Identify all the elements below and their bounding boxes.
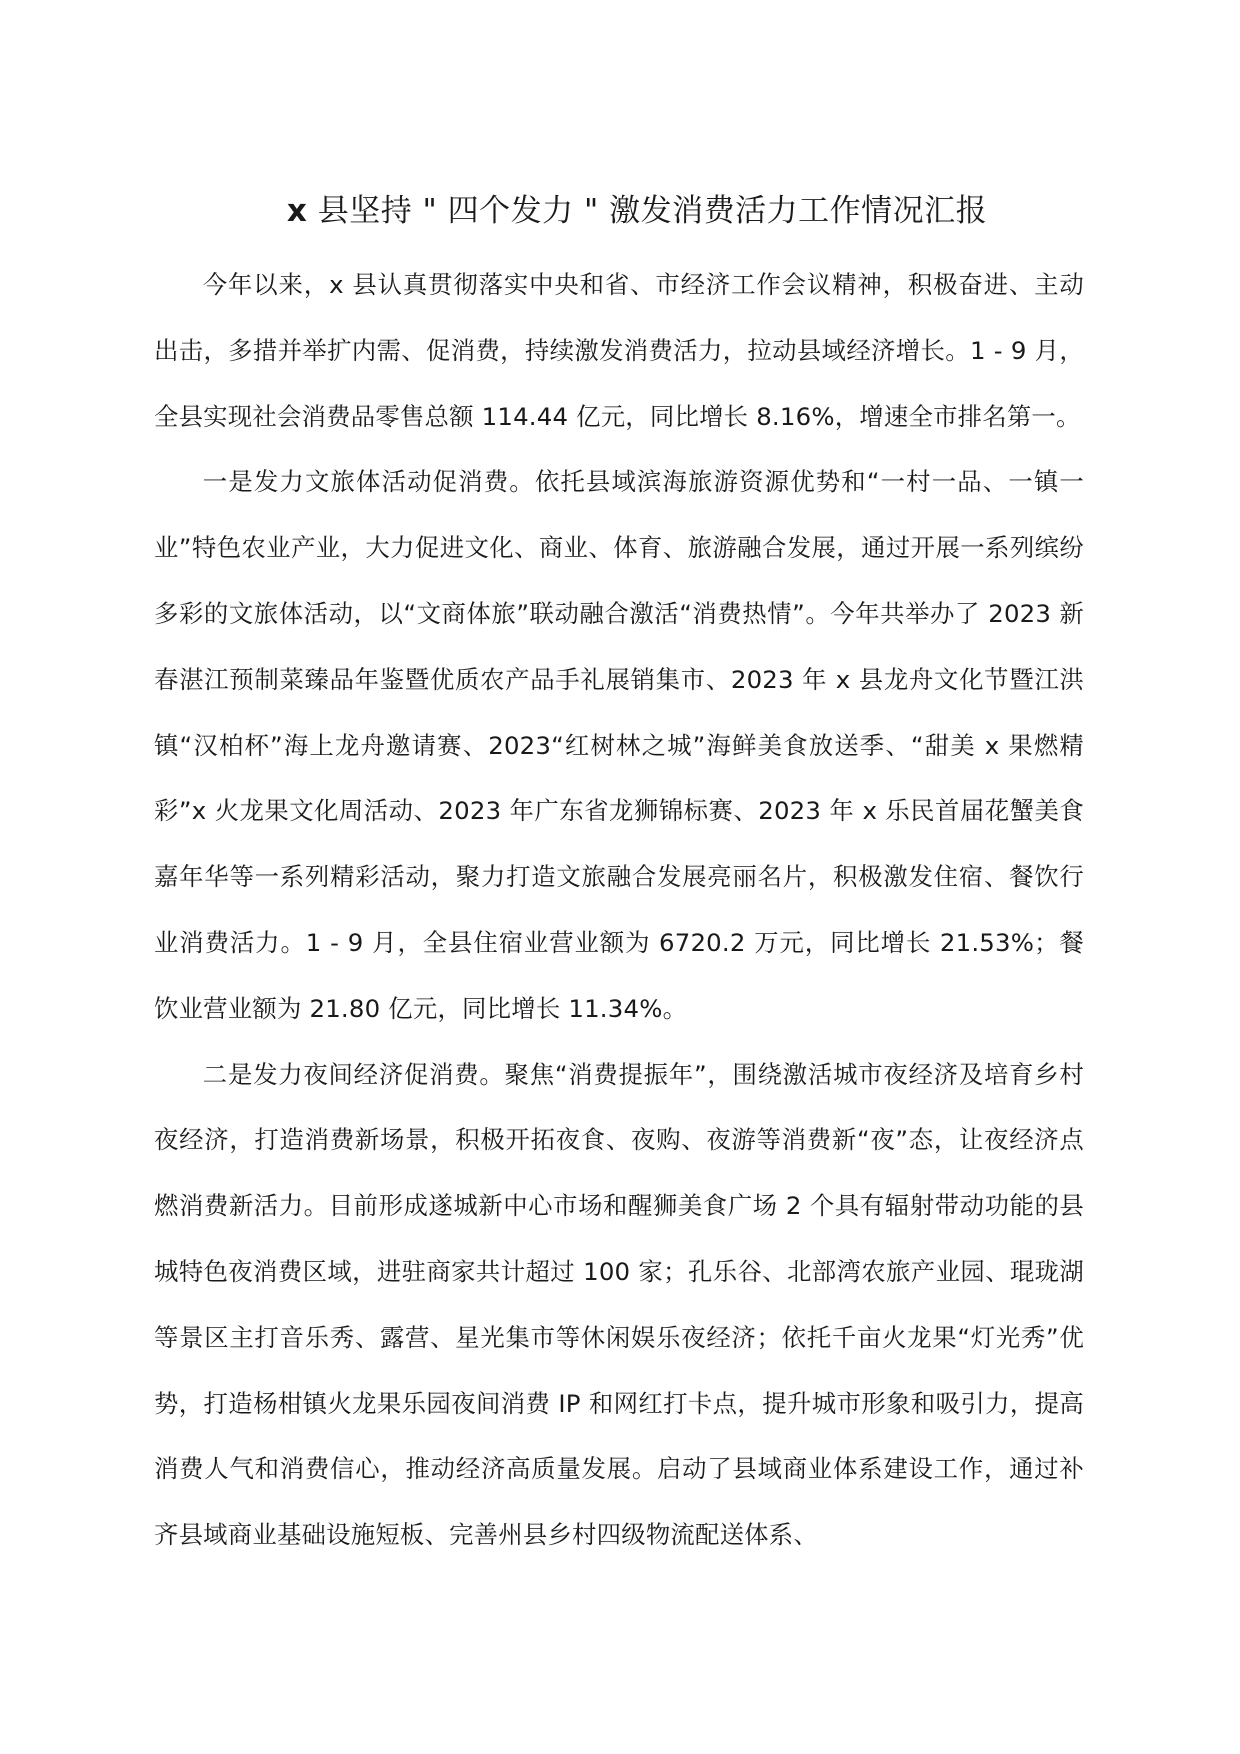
paragraph-intro: 今年以来，x 县认真贯彻落实中央和省、市经济工作会议精神，积极奋进、主动出击，多措并举扩内需、促消费，持续激发消费活力，拉动县域经济增长。1 - 9 月，全县实现社会消费品零售总额 114.44 亿元，同比增长 8.16%，增速全市排名第一。 [154,270,1084,431]
title-text: 县坚持 " 四个发力 " 激发消费活力工作情况汇报 [307,193,988,229]
paragraph-culture-tourism: 一是发力文旅体活动促消费。依托县域滨海旅游资源优势和“一村一品、一镇一业”特色农业产业，大力促进文化、商业、体育、旅游融合发展，通过开展一系列缤纷多彩的文旅体活动，以“文商体旅”联动融合激活“消费热情”。今年共举办了 2023 新春湛江预制菜臻品年鉴暨优质农产品手礼展销集市、2023 年 x 县龙舟文化节暨江洪镇“汉柏杯”海上龙舟邀请赛、2023“红树林之城”海鲜美食放送季、“甜美 x 果燃精彩”x 火龙果文化周活动、2023 年广东省龙狮锦标赛、2023 年 x 乐民首届花蟹美食嘉年华等一系列精彩活动，聚力打造文旅融合发展亮丽名片，积极激发住宿、餐饮行业消费活力。1 - 9 月，全县住宿业营业额为 6720.2 万元，同比增长 21.53%；餐饮业营业额为 21.80 亿元，同比增长 11.34%。 [154,467,1084,1023]
paragraph-night-economy: 二是发力夜间经济促消费。聚焦“消费提振年”，围绕激活城市夜经济及培育乡村夜经济，打造消费新场景，积极开拓夜食、夜购、夜游等消费新“夜”态，让夜经济点燃消费新活力。目前形成遂城新中心市场和醒狮美食广场 2 个具有辐射带动功能的县城特色夜消费区域，进驻商家共计超过 100 家；孔乐谷、北部湾农旅产业园、琨珑湖等景区主打音乐秀、露营、星光集市等休闲娱乐夜经济；依托千亩火龙果“灯光秀”优势，打造杨柑镇火龙果乐园夜间消费 IP 和网红打卡点，提升城市形象和吸引力，提高消费人气和消费信心，推动经济高质量发展。启动了县域商业体系建设工作，通过补齐县域商业基础设施短板、完善州县乡村四级物流配送体系、 [154,1059,1084,1550]
title-lead: x [286,193,308,229]
document-body [154,252,1084,1568]
document-title [0,188,1240,234]
